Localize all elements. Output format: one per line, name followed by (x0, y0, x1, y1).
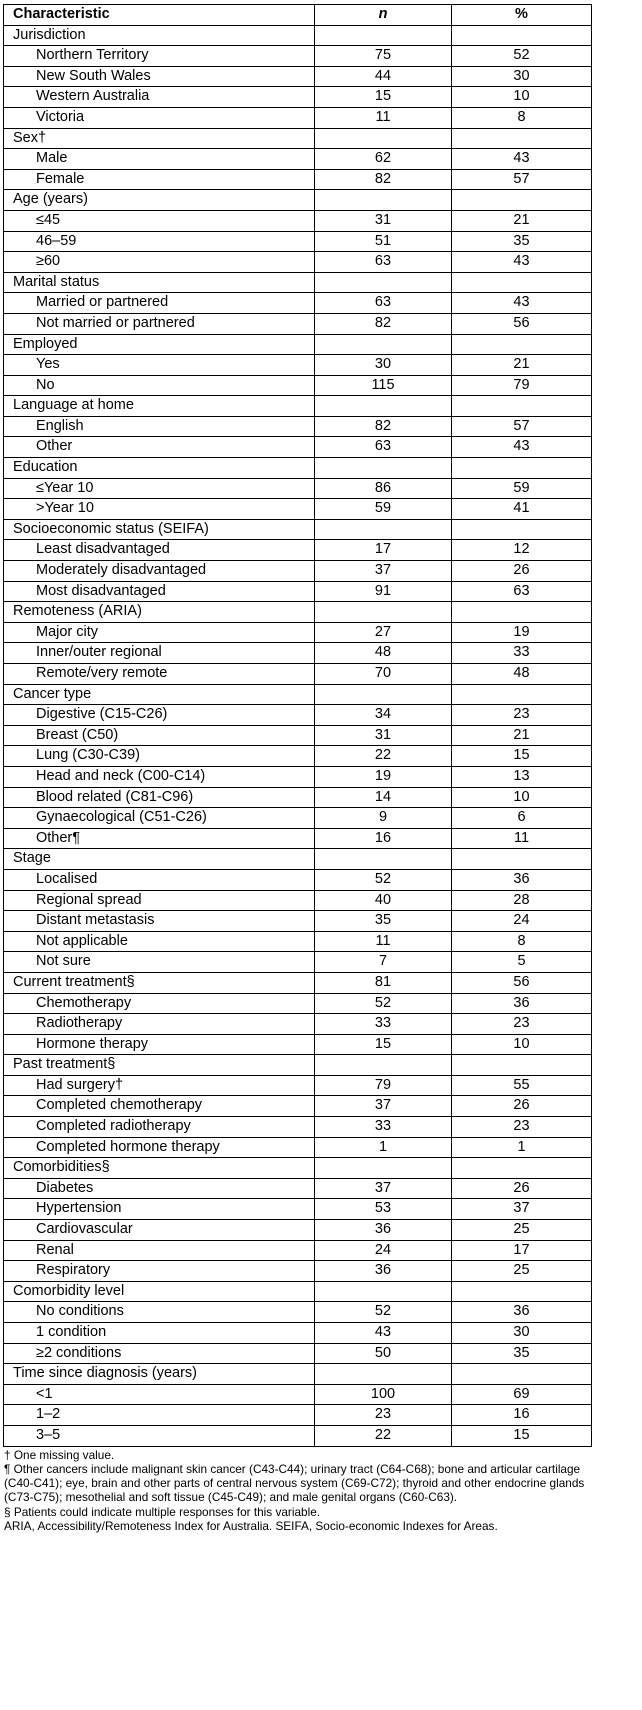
row-n: 70 (315, 664, 452, 685)
footnote: § Patients could indicate multiple responses for this variable. (4, 1504, 321, 1519)
row-label: 1 condition (4, 1323, 315, 1344)
group-percent (452, 1158, 592, 1179)
row-percent: 79 (452, 375, 592, 396)
group-label: Marital status (4, 272, 315, 293)
table-row (4, 416, 592, 437)
table-row (4, 149, 592, 170)
row-n: 11 (315, 931, 452, 952)
row-percent: 25 (452, 1220, 592, 1241)
group-percent (452, 684, 592, 705)
group-label: Cancer type (4, 684, 315, 705)
group-n (315, 334, 452, 355)
row-label: Lung (C30-C39) (4, 746, 315, 767)
row-n: 62 (315, 149, 452, 170)
group-percent (452, 849, 592, 870)
footnotes (3, 1448, 592, 1534)
row-n: 24 (315, 1240, 452, 1261)
row-percent: 55 (452, 1075, 592, 1096)
table-row (4, 1425, 592, 1446)
group-row (4, 684, 592, 705)
row-percent: 43 (452, 437, 592, 458)
characteristics-table (3, 4, 592, 1447)
header-row (4, 5, 592, 26)
row-percent: 63 (452, 581, 592, 602)
row-n: 82 (315, 169, 452, 190)
group-row (4, 396, 592, 417)
row-label: Inner/outer regional (4, 643, 315, 664)
row-percent: 21 (452, 725, 592, 746)
row-label: Male (4, 149, 315, 170)
row-percent: 56 (452, 313, 592, 334)
table-row (4, 1405, 592, 1426)
row-label: Other (4, 437, 315, 458)
row-n: 52 (315, 1302, 452, 1323)
group-row (4, 1158, 592, 1179)
row-n: 36 (315, 1261, 452, 1282)
table-row (4, 931, 592, 952)
row-percent: 36 (452, 993, 592, 1014)
footnote: ARIA, Accessibility/Remoteness Index for Australia. SEIFA, Socio-economic Indexes for Areas. (4, 1519, 498, 1534)
row-label: No conditions (4, 1302, 315, 1323)
row-n: 37 (315, 561, 452, 582)
group-percent (452, 1281, 592, 1302)
group-row (4, 849, 592, 870)
table-row (4, 1075, 592, 1096)
row-n: 40 (315, 890, 452, 911)
row-n: 52 (315, 869, 452, 890)
table-row (4, 1096, 592, 1117)
row-percent: 26 (452, 1178, 592, 1199)
group-row (4, 602, 592, 623)
row-n: 82 (315, 313, 452, 334)
row-label: Radiotherapy (4, 1014, 315, 1035)
row-label: Head and neck (C00-C14) (4, 766, 315, 787)
group-row (4, 190, 592, 211)
row-n: 50 (315, 1343, 452, 1364)
table-row (4, 828, 592, 849)
table-row (4, 355, 592, 376)
group-n (315, 1364, 452, 1385)
group-label: Comorbidity level (4, 1281, 315, 1302)
row-percent: 26 (452, 561, 592, 582)
group-n (315, 272, 452, 293)
table-row (4, 87, 592, 108)
table-row (4, 725, 592, 746)
group-label: Stage (4, 849, 315, 870)
row-n: 30 (315, 355, 452, 376)
row-label: ≤Year 10 (4, 478, 315, 499)
row-percent: 17 (452, 1240, 592, 1261)
table-row (4, 746, 592, 767)
table-row (4, 169, 592, 190)
group-label: Comorbidities§ (4, 1158, 315, 1179)
table-row (4, 1014, 592, 1035)
group-label: Age (years) (4, 190, 315, 211)
group-percent (452, 602, 592, 623)
row-n: 22 (315, 746, 452, 767)
row-percent: 36 (452, 869, 592, 890)
table-row (4, 210, 592, 231)
row-label: Not applicable (4, 931, 315, 952)
table-row (4, 499, 592, 520)
table-row (4, 952, 592, 973)
row-label: Remote/very remote (4, 664, 315, 685)
table-row (4, 808, 592, 829)
table-body (4, 25, 592, 1446)
group-row (4, 519, 592, 540)
row-percent: 19 (452, 622, 592, 643)
group-percent (452, 519, 592, 540)
row-n: 100 (315, 1384, 452, 1405)
table-row (4, 787, 592, 808)
row-percent: 30 (452, 1323, 592, 1344)
group-percent (452, 458, 592, 479)
group-row (4, 458, 592, 479)
row-n: 23 (315, 1405, 452, 1426)
row-percent: 8 (452, 107, 592, 128)
group-n (315, 458, 452, 479)
row-percent: 8 (452, 931, 592, 952)
group-label: Sex† (4, 128, 315, 149)
table-row (4, 252, 592, 273)
row-label: >Year 10 (4, 499, 315, 520)
group-label: Language at home (4, 396, 315, 417)
row-label: Major city (4, 622, 315, 643)
row-n: 15 (315, 87, 452, 108)
row-percent: 52 (452, 46, 592, 67)
group-n (315, 190, 452, 211)
row-percent: 5 (452, 952, 592, 973)
table-row (4, 231, 592, 252)
row-label: Diabetes (4, 1178, 315, 1199)
row-n: 33 (315, 1117, 452, 1138)
row-n: 59 (315, 499, 452, 520)
row-percent: 15 (452, 746, 592, 767)
row-n: 11 (315, 107, 452, 128)
row-percent: 11 (452, 828, 592, 849)
row-n: 51 (315, 231, 452, 252)
group-label: Past treatment§ (4, 1055, 315, 1076)
row-percent: 13 (452, 766, 592, 787)
row-label: Most disadvantaged (4, 581, 315, 602)
table-row (4, 622, 592, 643)
group-percent (452, 334, 592, 355)
row-n: 17 (315, 540, 452, 561)
table-row (4, 664, 592, 685)
row-label: Yes (4, 355, 315, 376)
row-n: 44 (315, 66, 452, 87)
row-n: 91 (315, 581, 452, 602)
row-label: Breast (C50) (4, 725, 315, 746)
row-percent: 25 (452, 1261, 592, 1282)
row-percent: 10 (452, 1034, 592, 1055)
row-label: Had surgery† (4, 1075, 315, 1096)
row-label: Completed hormone therapy (4, 1137, 315, 1158)
row-percent: 23 (452, 1014, 592, 1035)
row-percent: 23 (452, 1117, 592, 1138)
row-label: <1 (4, 1384, 315, 1405)
table-row (4, 540, 592, 561)
row-n: 52 (315, 993, 452, 1014)
row-label: ≥2 conditions (4, 1343, 315, 1364)
row-percent: 69 (452, 1384, 592, 1405)
row-percent: 35 (452, 231, 592, 252)
row-percent: 36 (452, 1302, 592, 1323)
group-n (315, 519, 452, 540)
row-percent: 37 (452, 1199, 592, 1220)
row-percent: 33 (452, 643, 592, 664)
table-row (4, 1240, 592, 1261)
header-percent: % (452, 5, 592, 26)
row-percent: 59 (452, 478, 592, 499)
table-row (4, 1137, 592, 1158)
row-label: Not married or partnered (4, 313, 315, 334)
row-percent: 43 (452, 293, 592, 314)
row-label: Not sure (4, 952, 315, 973)
group-percent (452, 128, 592, 149)
row-label: Regional spread (4, 890, 315, 911)
row-percent: 6 (452, 808, 592, 829)
group-label: Current treatment§ (4, 972, 315, 993)
table-row (4, 766, 592, 787)
group-percent (452, 1055, 592, 1076)
row-n: 14 (315, 787, 452, 808)
row-percent: 35 (452, 1343, 592, 1364)
table-row (4, 1178, 592, 1199)
row-n: 15 (315, 1034, 452, 1055)
row-label: Northern Territory (4, 46, 315, 67)
table-row (4, 705, 592, 726)
row-n: 37 (315, 1096, 452, 1117)
row-label: Hypertension (4, 1199, 315, 1220)
group-n (315, 25, 452, 46)
row-label: English (4, 416, 315, 437)
group-n (315, 1158, 452, 1179)
table-row (4, 1199, 592, 1220)
row-percent: 16 (452, 1405, 592, 1426)
row-percent: 12 (452, 540, 592, 561)
row-percent: 43 (452, 149, 592, 170)
table-row (4, 1343, 592, 1364)
row-percent: 43 (452, 252, 592, 273)
row-n: 33 (315, 1014, 452, 1035)
row-label: 46–59 (4, 231, 315, 252)
group-percent (452, 25, 592, 46)
row-n: 1 (315, 1137, 452, 1158)
group-label: Education (4, 458, 315, 479)
table-row (4, 1034, 592, 1055)
row-percent: 28 (452, 890, 592, 911)
group-label: Socioeconomic status (SEIFA) (4, 519, 315, 540)
row-label: Respiratory (4, 1261, 315, 1282)
table-row (4, 993, 592, 1014)
group-row (4, 334, 592, 355)
row-label: Other¶ (4, 828, 315, 849)
table-row (4, 107, 592, 128)
table-row (4, 478, 592, 499)
row-percent: 21 (452, 355, 592, 376)
table-row (4, 1302, 592, 1323)
group-label: Time since diagnosis (years) (4, 1364, 315, 1385)
group-label: Jurisdiction (4, 25, 315, 46)
row-label: New South Wales (4, 66, 315, 87)
group-n (315, 1281, 452, 1302)
row-label: Distant metastasis (4, 911, 315, 932)
header-characteristic: Characteristic (4, 5, 315, 26)
row-n: 27 (315, 622, 452, 643)
row-n: 31 (315, 725, 452, 746)
row-label: Moderately disadvantaged (4, 561, 315, 582)
table-row (4, 1323, 592, 1344)
table-row (4, 581, 592, 602)
group-row (4, 272, 592, 293)
row-n: 82 (315, 416, 452, 437)
group-label: Employed (4, 334, 315, 355)
row-label: Victoria (4, 107, 315, 128)
footnote: † One missing value. (4, 1447, 115, 1462)
row-n: 115 (315, 375, 452, 396)
row-n: 79 (315, 1075, 452, 1096)
group-percent (452, 1364, 592, 1385)
group-row (4, 1281, 592, 1302)
row-percent: 1 (452, 1137, 592, 1158)
table-row (4, 313, 592, 334)
row-n: 75 (315, 46, 452, 67)
table-row (4, 643, 592, 664)
table-row (4, 1117, 592, 1138)
table-row (4, 66, 592, 87)
row-n: 48 (315, 643, 452, 664)
table-row (4, 1384, 592, 1405)
row-label: ≥60 (4, 252, 315, 273)
group-percent (452, 272, 592, 293)
group-row (4, 128, 592, 149)
row-label: Female (4, 169, 315, 190)
table-row (4, 1261, 592, 1282)
row-percent: 21 (452, 210, 592, 231)
row-n: 53 (315, 1199, 452, 1220)
row-label: ≤45 (4, 210, 315, 231)
group-percent: 56 (452, 972, 592, 993)
row-n: 22 (315, 1425, 452, 1446)
table-row (4, 437, 592, 458)
row-n: 34 (315, 705, 452, 726)
group-n (315, 602, 452, 623)
group-n (315, 128, 452, 149)
group-n (315, 396, 452, 417)
group-percent (452, 190, 592, 211)
group-n (315, 684, 452, 705)
group-n: 81 (315, 972, 452, 993)
row-percent: 10 (452, 787, 592, 808)
row-n: 63 (315, 437, 452, 458)
row-label: Chemotherapy (4, 993, 315, 1014)
row-n: 31 (315, 210, 452, 231)
group-label: Remoteness (ARIA) (4, 602, 315, 623)
row-label: Least disadvantaged (4, 540, 315, 561)
row-n: 9 (315, 808, 452, 829)
row-label: Western Australia (4, 87, 315, 108)
row-n: 19 (315, 766, 452, 787)
table-row (4, 911, 592, 932)
row-label: Completed radiotherapy (4, 1117, 315, 1138)
table-row (4, 375, 592, 396)
row-label: Gynaecological (C51-C26) (4, 808, 315, 829)
group-row (4, 1364, 592, 1385)
table-row (4, 890, 592, 911)
row-label: Localised (4, 869, 315, 890)
table-row (4, 869, 592, 890)
table-row (4, 561, 592, 582)
table-row (4, 293, 592, 314)
row-label: Hormone therapy (4, 1034, 315, 1055)
row-n: 37 (315, 1178, 452, 1199)
group-n (315, 849, 452, 870)
row-n: 35 (315, 911, 452, 932)
group-percent (452, 396, 592, 417)
row-percent: 57 (452, 416, 592, 437)
footnote: ¶ Other cancers include malignant skin cancer (C43-C44); urinary tract (C64-C68); bone and articular cartilage (C40-C41); eye, brain and other parts of central nervous system (C69-C72); thyroid and other endocrine glands (C73-C75); mesothelial and soft tissue (C45-C49); and male genital organs (C60-C63). (4, 1461, 585, 1505)
header-n: n (315, 5, 452, 26)
row-label: Married or partnered (4, 293, 315, 314)
group-n (315, 1055, 452, 1076)
row-label: Digestive (C15-C26) (4, 705, 315, 726)
row-label: Completed chemotherapy (4, 1096, 315, 1117)
row-percent: 57 (452, 169, 592, 190)
row-percent: 30 (452, 66, 592, 87)
group-row (4, 25, 592, 46)
row-percent: 15 (452, 1425, 592, 1446)
table-row (4, 46, 592, 67)
group-row (4, 1055, 592, 1076)
row-percent: 10 (452, 87, 592, 108)
table-row (4, 1220, 592, 1241)
row-percent: 23 (452, 705, 592, 726)
row-n: 36 (315, 1220, 452, 1241)
row-label: 1–2 (4, 1405, 315, 1426)
table-container (3, 4, 591, 1533)
row-n: 43 (315, 1323, 452, 1344)
row-label: Blood related (C81-C96) (4, 787, 315, 808)
row-n: 86 (315, 478, 452, 499)
row-percent: 26 (452, 1096, 592, 1117)
row-percent: 24 (452, 911, 592, 932)
row-label: Cardiovascular (4, 1220, 315, 1241)
row-label: Renal (4, 1240, 315, 1261)
row-n: 16 (315, 828, 452, 849)
group-row (4, 972, 592, 993)
row-label: 3–5 (4, 1425, 315, 1446)
row-percent: 48 (452, 664, 592, 685)
row-n: 63 (315, 252, 452, 273)
row-n: 7 (315, 952, 452, 973)
row-n: 63 (315, 293, 452, 314)
row-percent: 41 (452, 499, 592, 520)
row-label: No (4, 375, 315, 396)
